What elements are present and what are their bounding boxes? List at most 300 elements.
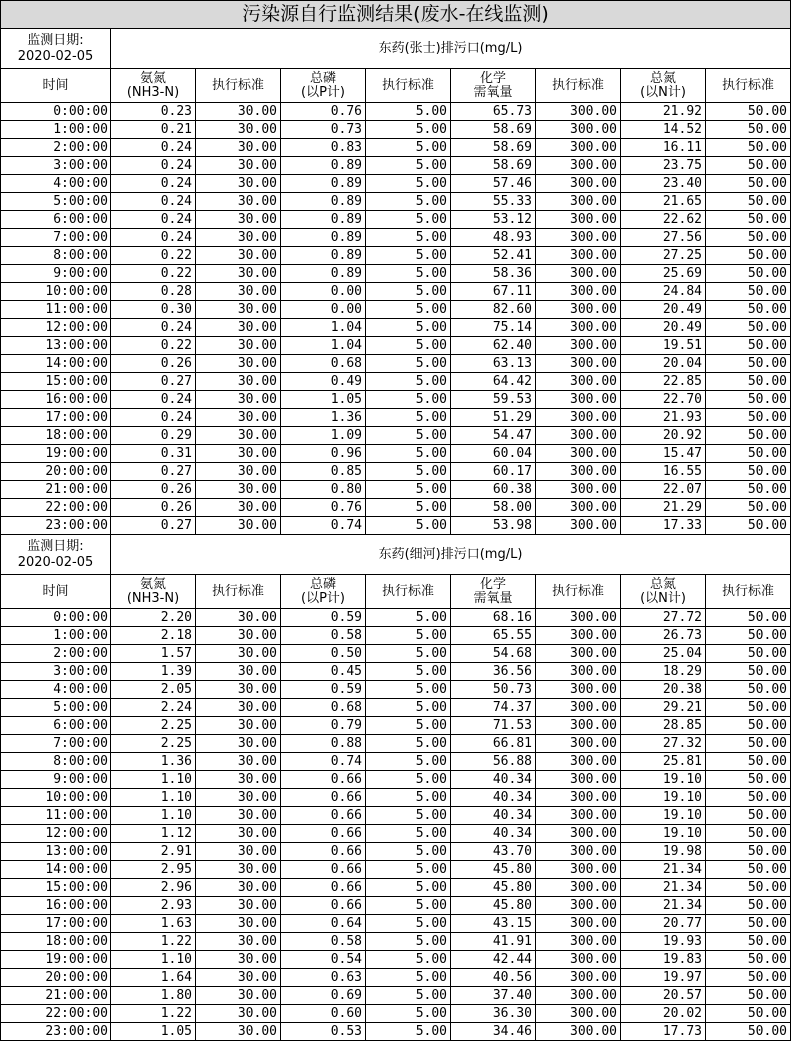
cell-tp: 0.64 — [281, 915, 366, 933]
header-text: 执行标准 — [381, 583, 434, 599]
cell-nh3n: 0.23 — [111, 103, 196, 121]
cell-time: 0:00:00 — [1, 609, 111, 627]
cell-nh3n-std: 30.00 — [196, 409, 281, 427]
cell-tp-std: 5.00 — [366, 103, 451, 121]
cell-time: 18:00:00 — [1, 933, 111, 951]
cell-nh3n: 1.10 — [111, 807, 196, 825]
cell-tp: 0.66 — [281, 861, 366, 879]
cell-tp: 0.63 — [281, 969, 366, 987]
cell-nh3n-std: 30.00 — [196, 681, 281, 699]
cell-nh3n-std: 30.00 — [196, 337, 281, 355]
cell-nh3n: 0.22 — [111, 265, 196, 283]
cell-tn: 20.02 — [621, 1005, 706, 1023]
cell-tn: 20.04 — [621, 355, 706, 373]
cell-cod: 71.53 — [451, 717, 536, 735]
cell-cod-std: 300.00 — [536, 355, 621, 373]
cell-tp: 0.89 — [281, 193, 366, 211]
table-row — [1, 627, 791, 645]
cell-tn: 26.73 — [621, 627, 706, 645]
cell-nh3n: 0.21 — [111, 121, 196, 139]
cell-time: 10:00:00 — [1, 789, 111, 807]
cell-nh3n-std: 30.00 — [196, 175, 281, 193]
cell-cod-std: 300.00 — [536, 391, 621, 409]
cell-nh3n: 0.24 — [111, 193, 196, 211]
cell-nh3n-std: 30.00 — [196, 663, 281, 681]
cell-cod: 68.16 — [451, 609, 536, 627]
cell-cod: 40.34 — [451, 789, 536, 807]
cell-nh3n-std: 30.00 — [196, 1005, 281, 1023]
cell-nh3n: 2.93 — [111, 897, 196, 915]
cell-cod: 51.29 — [451, 409, 536, 427]
cell-cod: 34.46 — [451, 1023, 536, 1041]
cell-tp-std: 5.00 — [366, 1005, 451, 1023]
cell-nh3n: 0.31 — [111, 445, 196, 463]
cell-tn: 25.69 — [621, 265, 706, 283]
cell-tn: 19.83 — [621, 951, 706, 969]
cell-cod: 41.91 — [451, 933, 536, 951]
cell-tp-std: 5.00 — [366, 681, 451, 699]
cell-nh3n-std: 30.00 — [196, 355, 281, 373]
header-text: 总氮 — [649, 70, 676, 86]
column-header-time — [1, 69, 111, 103]
cell-tn-std: 50.00 — [706, 319, 791, 337]
cell-tn: 19.10 — [621, 825, 706, 843]
cell-time: 20:00:00 — [1, 463, 111, 481]
cell-cod: 66.81 — [451, 735, 536, 753]
cell-cod: 58.69 — [451, 121, 536, 139]
cell-tp-std: 5.00 — [366, 879, 451, 897]
cell-nh3n: 2.05 — [111, 681, 196, 699]
cell-cod-std: 300.00 — [536, 499, 621, 517]
cell-cod: 40.34 — [451, 807, 536, 825]
cell-nh3n: 0.22 — [111, 337, 196, 355]
cell-tp-std: 5.00 — [366, 121, 451, 139]
cell-cod: 60.17 — [451, 463, 536, 481]
cell-cod-std: 300.00 — [536, 517, 621, 535]
cell-tp: 0.85 — [281, 463, 366, 481]
cell-tn-std: 50.00 — [706, 301, 791, 319]
cell-tn-std: 50.00 — [706, 103, 791, 121]
cell-nh3n-std: 30.00 — [196, 283, 281, 301]
cell-tp: 0.49 — [281, 373, 366, 391]
cell-tn: 20.77 — [621, 915, 706, 933]
cell-nh3n: 2.25 — [111, 717, 196, 735]
cell-time: 21:00:00 — [1, 481, 111, 499]
cell-cod: 58.69 — [451, 157, 536, 175]
cell-nh3n-std: 30.00 — [196, 627, 281, 645]
cell-time: 15:00:00 — [1, 879, 111, 897]
table-row — [1, 373, 791, 391]
table-row — [1, 753, 791, 771]
cell-nh3n: 1.10 — [111, 951, 196, 969]
table-row — [1, 517, 791, 535]
cell-nh3n: 0.24 — [111, 391, 196, 409]
cell-tp: 1.04 — [281, 319, 366, 337]
cell-tn-std: 50.00 — [706, 951, 791, 969]
cell-cod-std: 300.00 — [536, 861, 621, 879]
cell-cod: 40.56 — [451, 969, 536, 987]
cell-tp-std: 5.00 — [366, 229, 451, 247]
cell-tn: 14.52 — [621, 121, 706, 139]
cell-tn: 25.04 — [621, 645, 706, 663]
cell-tp: 0.76 — [281, 499, 366, 517]
cell-time: 12:00:00 — [1, 825, 111, 843]
cell-tp-std: 5.00 — [366, 825, 451, 843]
cell-cod-std: 300.00 — [536, 699, 621, 717]
cell-tp: 0.66 — [281, 789, 366, 807]
cell-cod: 53.98 — [451, 517, 536, 535]
cell-cod: 40.34 — [451, 825, 536, 843]
cell-tn-std: 50.00 — [706, 121, 791, 139]
table-row — [1, 807, 791, 825]
cell-time: 7:00:00 — [1, 229, 111, 247]
cell-time: 21:00:00 — [1, 987, 111, 1005]
cell-nh3n: 0.24 — [111, 409, 196, 427]
table-row — [1, 103, 791, 121]
table-row — [1, 825, 791, 843]
table-row — [1, 229, 791, 247]
cell-tp-std: 5.00 — [366, 717, 451, 735]
table-row — [1, 445, 791, 463]
cell-cod: 63.13 — [451, 355, 536, 373]
cell-cod: 54.47 — [451, 427, 536, 445]
cell-nh3n-std: 30.00 — [196, 373, 281, 391]
cell-nh3n-std: 30.00 — [196, 843, 281, 861]
cell-nh3n-std: 30.00 — [196, 699, 281, 717]
table-row — [1, 265, 791, 283]
table-row — [1, 735, 791, 753]
cell-cod-std: 300.00 — [536, 681, 621, 699]
column-header-tp — [281, 575, 366, 609]
column-header-nh3n-std — [196, 575, 281, 609]
cell-tn: 20.92 — [621, 427, 706, 445]
cell-tn: 25.81 — [621, 753, 706, 771]
cell-tp-std: 5.00 — [366, 1023, 451, 1041]
cell-cod-std: 300.00 — [536, 807, 621, 825]
cell-nh3n: 2.95 — [111, 861, 196, 879]
cell-tn-std: 50.00 — [706, 717, 791, 735]
monitoring-date — [1, 29, 111, 69]
cell-cod: 54.68 — [451, 645, 536, 663]
cell-cod: 65.55 — [451, 627, 536, 645]
cell-nh3n-std: 30.00 — [196, 825, 281, 843]
cell-nh3n: 0.24 — [111, 139, 196, 157]
cell-nh3n: 0.24 — [111, 229, 196, 247]
cell-tn-std: 50.00 — [706, 1023, 791, 1041]
cell-nh3n: 0.27 — [111, 463, 196, 481]
cell-nh3n: 0.24 — [111, 319, 196, 337]
cell-cod-std: 300.00 — [536, 717, 621, 735]
header-text: 化学 — [479, 70, 506, 86]
cell-tp-std: 5.00 — [366, 409, 451, 427]
cell-cod: 45.80 — [451, 879, 536, 897]
cell-tn-std: 50.00 — [706, 969, 791, 987]
cell-tn-std: 50.00 — [706, 517, 791, 535]
cell-tn-std: 50.00 — [706, 645, 791, 663]
cell-tp: 0.89 — [281, 175, 366, 193]
cell-time: 7:00:00 — [1, 735, 111, 753]
cell-nh3n: 0.30 — [111, 301, 196, 319]
column-header-cod — [451, 575, 536, 609]
cell-tp-std: 5.00 — [366, 391, 451, 409]
cell-tp-std: 5.00 — [366, 265, 451, 283]
cell-nh3n-std: 30.00 — [196, 391, 281, 409]
cell-tn: 21.65 — [621, 193, 706, 211]
cell-nh3n: 2.96 — [111, 879, 196, 897]
cell-nh3n-std: 30.00 — [196, 609, 281, 627]
cell-tn-std: 50.00 — [706, 681, 791, 699]
cell-tp: 0.45 — [281, 663, 366, 681]
cell-tp-std: 5.00 — [366, 139, 451, 157]
cell-tn: 23.75 — [621, 157, 706, 175]
cell-tp-std: 5.00 — [366, 445, 451, 463]
cell-cod: 60.04 — [451, 445, 536, 463]
cell-cod: 59.53 — [451, 391, 536, 409]
cell-tp: 0.88 — [281, 735, 366, 753]
cell-tn-std: 50.00 — [706, 987, 791, 1005]
cell-nh3n-std: 30.00 — [196, 445, 281, 463]
cell-cod-std: 300.00 — [536, 103, 621, 121]
cell-cod-std: 300.00 — [536, 211, 621, 229]
cell-tp-std: 5.00 — [366, 627, 451, 645]
cell-cod: 40.34 — [451, 771, 536, 789]
column-header-tn-std — [706, 69, 791, 103]
cell-cod-std: 300.00 — [536, 229, 621, 247]
cell-tn-std: 50.00 — [706, 771, 791, 789]
table-row — [1, 969, 791, 987]
cell-tn-std: 50.00 — [706, 229, 791, 247]
cell-tp: 0.66 — [281, 879, 366, 897]
date-label: 监测日期: — [27, 32, 84, 48]
cell-nh3n-std: 30.00 — [196, 427, 281, 445]
cell-nh3n: 2.18 — [111, 627, 196, 645]
cell-nh3n-std: 30.00 — [196, 897, 281, 915]
cell-tn: 27.32 — [621, 735, 706, 753]
cell-cod: 45.80 — [451, 897, 536, 915]
cell-tp: 1.36 — [281, 409, 366, 427]
cell-time: 16:00:00 — [1, 897, 111, 915]
table-row — [1, 861, 791, 879]
cell-tp: 0.89 — [281, 265, 366, 283]
cell-tp: 0.74 — [281, 753, 366, 771]
cell-nh3n: 1.36 — [111, 753, 196, 771]
cell-cod-std: 300.00 — [536, 121, 621, 139]
header-text: 执行标准 — [211, 583, 264, 599]
table-row — [1, 211, 791, 229]
cell-time: 13:00:00 — [1, 843, 111, 861]
cell-cod: 65.73 — [451, 103, 536, 121]
cell-time: 22:00:00 — [1, 1005, 111, 1023]
cell-tp: 0.83 — [281, 139, 366, 157]
cell-time: 23:00:00 — [1, 517, 111, 535]
cell-cod: 52.41 — [451, 247, 536, 265]
header-text: (NH3-N) — [126, 590, 180, 606]
cell-cod-std: 300.00 — [536, 825, 621, 843]
cell-nh3n-std: 30.00 — [196, 193, 281, 211]
cell-nh3n: 0.28 — [111, 283, 196, 301]
table-row — [1, 1005, 791, 1023]
cell-tp-std: 5.00 — [366, 843, 451, 861]
cell-tp-std: 5.00 — [366, 427, 451, 445]
cell-nh3n-std: 30.00 — [196, 229, 281, 247]
outlet-name: 东药(张士)排污口(mg/L) — [111, 29, 791, 69]
cell-cod-std: 300.00 — [536, 337, 621, 355]
cell-nh3n: 2.20 — [111, 609, 196, 627]
cell-tp-std: 5.00 — [366, 645, 451, 663]
cell-nh3n-std: 30.00 — [196, 157, 281, 175]
header-text: (以P计) — [301, 590, 345, 606]
cell-tp: 0.50 — [281, 645, 366, 663]
cell-tp: 1.05 — [281, 391, 366, 409]
cell-time: 11:00:00 — [1, 807, 111, 825]
cell-cod: 43.15 — [451, 915, 536, 933]
cell-nh3n-std: 30.00 — [196, 861, 281, 879]
column-header-nh3n — [111, 575, 196, 609]
table-row — [1, 897, 791, 915]
cell-tp: 0.60 — [281, 1005, 366, 1023]
cell-tp: 0.89 — [281, 211, 366, 229]
cell-time: 11:00:00 — [1, 301, 111, 319]
cell-nh3n-std: 30.00 — [196, 265, 281, 283]
column-header-cod — [451, 69, 536, 103]
cell-nh3n: 2.24 — [111, 699, 196, 717]
cell-cod-std: 300.00 — [536, 897, 621, 915]
cell-tn: 29.21 — [621, 699, 706, 717]
cell-nh3n-std: 30.00 — [196, 517, 281, 535]
cell-tn-std: 50.00 — [706, 139, 791, 157]
cell-cod: 43.70 — [451, 843, 536, 861]
cell-time: 14:00:00 — [1, 355, 111, 373]
cell-nh3n-std: 30.00 — [196, 645, 281, 663]
cell-cod-std: 300.00 — [536, 319, 621, 337]
cell-cod: 64.42 — [451, 373, 536, 391]
cell-nh3n-std: 30.00 — [196, 717, 281, 735]
cell-time: 14:00:00 — [1, 861, 111, 879]
cell-tp-std: 5.00 — [366, 609, 451, 627]
cell-cod-std: 300.00 — [536, 373, 621, 391]
cell-tn-std: 50.00 — [706, 753, 791, 771]
cell-tn-std: 50.00 — [706, 807, 791, 825]
cell-cod: 50.73 — [451, 681, 536, 699]
cell-nh3n: 0.24 — [111, 211, 196, 229]
cell-tn-std: 50.00 — [706, 481, 791, 499]
cell-cod-std: 300.00 — [536, 771, 621, 789]
table-row — [1, 933, 791, 951]
cell-nh3n: 1.57 — [111, 645, 196, 663]
cell-cod-std: 300.00 — [536, 409, 621, 427]
cell-nh3n: 1.10 — [111, 771, 196, 789]
table-row — [1, 771, 791, 789]
section-header-row — [1, 535, 791, 575]
cell-nh3n-std: 30.00 — [196, 915, 281, 933]
header-text: 需氧量 — [473, 590, 513, 606]
cell-tn-std: 50.00 — [706, 427, 791, 445]
cell-tn-std: 50.00 — [706, 283, 791, 301]
column-header-tn — [621, 69, 706, 103]
table-row — [1, 283, 791, 301]
cell-nh3n: 0.24 — [111, 157, 196, 175]
cell-tp: 0.66 — [281, 771, 366, 789]
cell-nh3n: 0.26 — [111, 481, 196, 499]
cell-cod-std: 300.00 — [536, 1023, 621, 1041]
header-text: 需氧量 — [473, 84, 513, 100]
cell-time: 1:00:00 — [1, 627, 111, 645]
cell-nh3n-std: 30.00 — [196, 969, 281, 987]
cell-cod-std: 300.00 — [536, 609, 621, 627]
cell-tn-std: 50.00 — [706, 1005, 791, 1023]
cell-nh3n-std: 30.00 — [196, 301, 281, 319]
cell-time: 10:00:00 — [1, 283, 111, 301]
cell-nh3n-std: 30.00 — [196, 987, 281, 1005]
cell-cod: 48.93 — [451, 229, 536, 247]
cell-time: 12:00:00 — [1, 319, 111, 337]
table-row — [1, 717, 791, 735]
cell-tn: 21.92 — [621, 103, 706, 121]
date-value: 2020-02-05 — [17, 554, 94, 570]
header-text: 时间 — [42, 77, 69, 93]
cell-nh3n-std: 30.00 — [196, 807, 281, 825]
cell-cod-std: 300.00 — [536, 445, 621, 463]
cell-tn-std: 50.00 — [706, 337, 791, 355]
cell-time: 8:00:00 — [1, 753, 111, 771]
cell-tn: 21.34 — [621, 861, 706, 879]
cell-time: 5:00:00 — [1, 699, 111, 717]
cell-tn-std: 50.00 — [706, 915, 791, 933]
cell-nh3n-std: 30.00 — [196, 247, 281, 265]
table-row — [1, 247, 791, 265]
date-label: 监测日期: — [27, 538, 84, 554]
cell-cod-std: 300.00 — [536, 265, 621, 283]
cell-cod-std: 300.00 — [536, 951, 621, 969]
cell-cod-std: 300.00 — [536, 933, 621, 951]
cell-time: 15:00:00 — [1, 373, 111, 391]
cell-tn: 22.62 — [621, 211, 706, 229]
column-header-cod-std — [536, 69, 621, 103]
cell-nh3n-std: 30.00 — [196, 735, 281, 753]
cell-tp-std: 5.00 — [366, 337, 451, 355]
column-header-tn-std — [706, 575, 791, 609]
cell-tn: 19.51 — [621, 337, 706, 355]
column-header-tp-std — [366, 575, 451, 609]
cell-tn: 21.34 — [621, 897, 706, 915]
cell-tn: 23.40 — [621, 175, 706, 193]
table-row — [1, 481, 791, 499]
header-text: 氨氮 — [139, 70, 166, 86]
cell-cod-std: 300.00 — [536, 987, 621, 1005]
cell-tp: 0.54 — [281, 951, 366, 969]
header-text: (以N计) — [640, 590, 686, 606]
cell-cod: 56.88 — [451, 753, 536, 771]
cell-tn: 19.93 — [621, 933, 706, 951]
cell-tn-std: 50.00 — [706, 699, 791, 717]
column-header-tp-std — [366, 69, 451, 103]
cell-cod: 82.60 — [451, 301, 536, 319]
cell-tn-std: 50.00 — [706, 391, 791, 409]
cell-nh3n-std: 30.00 — [196, 139, 281, 157]
cell-time: 4:00:00 — [1, 175, 111, 193]
cell-time: 5:00:00 — [1, 193, 111, 211]
header-text: 执行标准 — [211, 77, 264, 93]
cell-time: 17:00:00 — [1, 409, 111, 427]
cell-time: 2:00:00 — [1, 645, 111, 663]
cell-tp-std: 5.00 — [366, 861, 451, 879]
cell-tp: 0.59 — [281, 681, 366, 699]
cell-tn: 19.10 — [621, 771, 706, 789]
cell-tp: 0.66 — [281, 825, 366, 843]
cell-tn-std: 50.00 — [706, 861, 791, 879]
cell-tn: 21.29 — [621, 499, 706, 517]
cell-time: 13:00:00 — [1, 337, 111, 355]
